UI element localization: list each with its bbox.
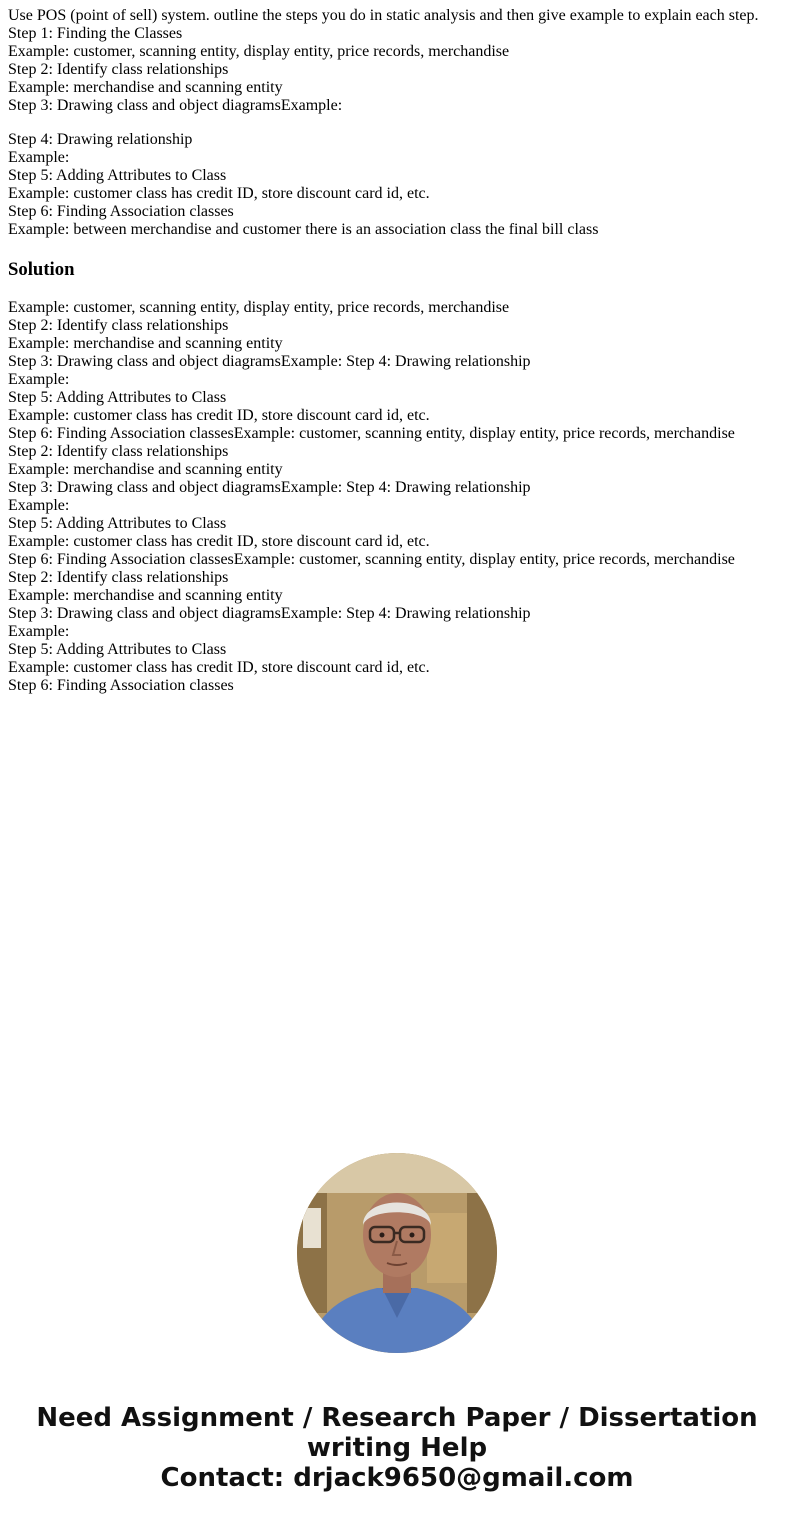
solution-line: Example: merchandise and scanning entity — [8, 587, 283, 604]
solution-line: Step 5: Adding Attributes to Class — [8, 389, 227, 406]
solution-line: Step 6: Finding Association classesExample: customer, scanning entity, display entity, price records, merchandise — [8, 425, 735, 442]
solution-line: Step 2: Identify class relationships — [8, 317, 229, 334]
author-portrait — [297, 1153, 497, 1353]
portrait-carving — [427, 1213, 467, 1283]
solution-line: Example: merchandise and scanning entity — [8, 335, 283, 352]
solution-line: Step 5: Adding Attributes to Class — [8, 641, 227, 658]
solution-body — [8, 299, 786, 695]
question-line: Step 5: Adding Attributes to Class — [8, 167, 227, 184]
question-line: Step 4: Drawing relationship — [8, 131, 193, 148]
solution-line: Example: — [8, 371, 70, 388]
solution-line: Step 2: Identify class relationships — [8, 443, 229, 460]
solution-line: Step 3: Drawing class and object diagramsExample: Step 4: Drawing relationship — [8, 353, 531, 370]
document-content — [8, 7, 786, 695]
portrait-wall — [297, 1153, 497, 1193]
solution-line: Example: customer class has credit ID, store discount card id, etc. — [8, 407, 430, 424]
solution-line: Example: customer class has credit ID, store discount card id, etc. — [8, 659, 430, 676]
question-prompt: Use POS (point of sell) system. outline the steps you do in static analysis and then give example to explain each step. — [8, 7, 759, 24]
portrait-wall-panel — [303, 1208, 321, 1248]
solution-line: Step 2: Identify class relationships — [8, 569, 229, 586]
footer-line-1: Need Assignment / Research Paper / Dissertation — [36, 1403, 758, 1433]
author-avatar — [297, 1153, 497, 1353]
solution-line: Example: merchandise and scanning entity — [8, 461, 283, 478]
question-steps-part-2 — [8, 131, 786, 239]
solution-line: Step 3: Drawing class and object diagramsExample: Step 4: Drawing relationship — [8, 605, 531, 622]
question-line: Example: merchandise and scanning entity — [8, 79, 283, 96]
contact-footer — [0, 1403, 794, 1493]
paragraph-gap — [8, 115, 786, 131]
portrait-eye-right — [410, 1233, 415, 1238]
question-line: Example: between merchandise and customer there is an association class the final bill class — [8, 221, 599, 238]
solution-line: Example: customer, scanning entity, display entity, price records, merchandise — [8, 299, 510, 316]
solution-line: Step 6: Finding Association classesExample: customer, scanning entity, display entity, price records, merchandise — [8, 551, 735, 568]
solution-line: Step 3: Drawing class and object diagramsExample: Step 4: Drawing relationship — [8, 479, 531, 496]
question-line: Step 1: Finding the Classes — [8, 25, 183, 42]
question-line: Example: customer class has credit ID, store discount card id, etc. — [8, 185, 430, 202]
solution-heading: Solution — [8, 259, 75, 280]
question-steps-part-1 — [8, 25, 786, 115]
solution-line: Example: — [8, 497, 70, 514]
solution-line: Step 6: Finding Association classes — [8, 677, 234, 694]
question-line: Example: customer, scanning entity, display entity, price records, merchandise — [8, 43, 510, 60]
portrait-eye-left — [380, 1233, 385, 1238]
footer-line-2: writing Help — [306, 1433, 488, 1463]
question-line: Step 2: Identify class relationships — [8, 61, 229, 78]
footer-contact-line[interactable]: Contact: drjack9650@gmail.com — [160, 1463, 634, 1493]
solution-line: Example: — [8, 623, 70, 640]
question-line: Step 6: Finding Association classes — [8, 203, 234, 220]
question-line: Example: — [8, 149, 70, 166]
question-line: Step 3: Drawing class and object diagramsExample: — [8, 97, 343, 114]
solution-line: Step 5: Adding Attributes to Class — [8, 515, 227, 532]
solution-line: Example: customer class has credit ID, store discount card id, etc. — [8, 533, 430, 550]
portrait-shelf-right — [467, 1193, 497, 1313]
